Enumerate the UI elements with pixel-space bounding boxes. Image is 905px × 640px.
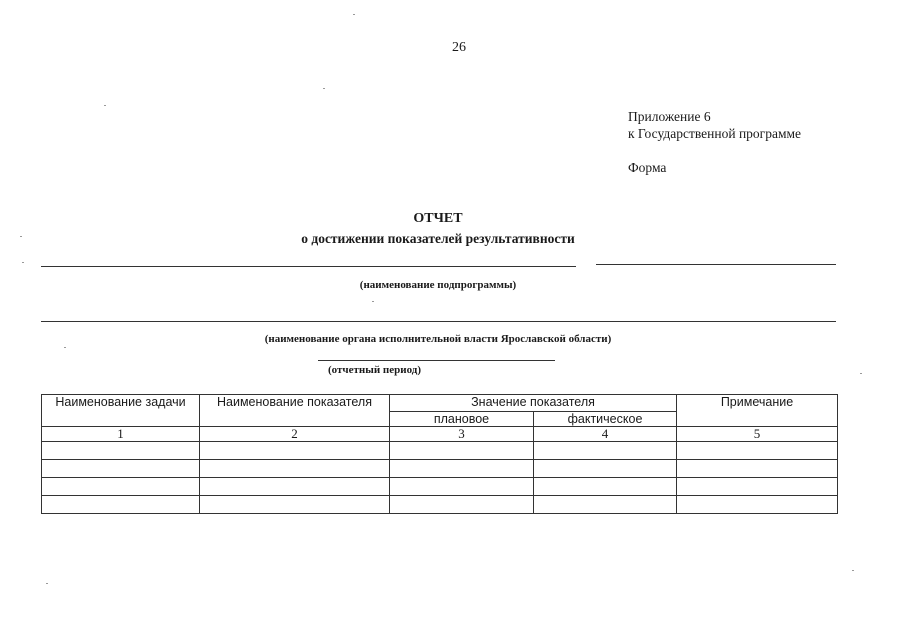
- table-cell: [200, 478, 390, 496]
- appendix-line-1: Приложение 6: [628, 109, 711, 124]
- header-task: Наименование задачи: [42, 395, 200, 427]
- period-fill-line: [318, 360, 555, 361]
- table-cell: [200, 442, 390, 460]
- form-label: Форма: [628, 160, 667, 175]
- table-cell: [534, 478, 677, 496]
- scan-speck: [104, 105, 106, 106]
- authority-caption: (наименование органа исполнительной власти Ярославской области): [264, 333, 612, 345]
- table-cell: [200, 460, 390, 478]
- table-row: [42, 496, 838, 514]
- scan-speck: [22, 262, 24, 263]
- column-number: 5: [677, 427, 838, 442]
- table-cell: [390, 460, 534, 478]
- table-header-row: [42, 395, 838, 412]
- table-cell: [534, 442, 677, 460]
- table-row: [42, 460, 838, 478]
- scan-speck: [20, 236, 22, 237]
- scan-speck: [64, 347, 66, 348]
- page-number: 26: [452, 40, 466, 55]
- table-cell: [677, 478, 838, 496]
- table-cell: [390, 478, 534, 496]
- appendix-block: [628, 108, 801, 142]
- table-cell: [200, 496, 390, 514]
- table-cell: [42, 442, 200, 460]
- column-number: 2: [200, 427, 390, 442]
- scan-speck: [46, 583, 48, 584]
- column-number-row: [42, 427, 838, 442]
- scan-speck: [860, 373, 862, 374]
- subprogram-fill-line-left: [41, 266, 576, 267]
- table-cell: [534, 460, 677, 478]
- table-cell: [42, 496, 200, 514]
- header-value: Значение показателя: [390, 395, 677, 412]
- header-planned: плановое: [390, 412, 534, 427]
- table-cell: [390, 442, 534, 460]
- appendix-line-2: к Государственной программе: [628, 126, 802, 141]
- document-title: ОТЧЕТ: [413, 211, 463, 226]
- header-actual: фактическое: [534, 412, 677, 427]
- table-cell: [42, 478, 200, 496]
- scan-speck: [372, 301, 374, 302]
- table-cell: [390, 496, 534, 514]
- table-cell: [677, 496, 838, 514]
- subprogram-fill-line-right: [596, 264, 836, 265]
- scan-speck: [852, 570, 854, 571]
- subprogram-caption: (наименование подпрограммы): [359, 279, 517, 291]
- table-row: [42, 478, 838, 496]
- authority-fill-line: [41, 321, 836, 322]
- report-table: [41, 394, 838, 514]
- period-caption: (отчетный период): [328, 364, 422, 376]
- scan-speck: [323, 88, 325, 89]
- document-subtitle: о достижении показателей результативности: [301, 231, 575, 246]
- column-number: 1: [42, 427, 200, 442]
- column-number: 3: [390, 427, 534, 442]
- table-cell: [677, 460, 838, 478]
- scan-speck: [353, 14, 355, 15]
- header-note: Примечание: [677, 395, 838, 427]
- column-number: 4: [534, 427, 677, 442]
- table-cell: [677, 442, 838, 460]
- table-row: [42, 442, 838, 460]
- header-indicator: Наименование показателя: [200, 395, 390, 427]
- table-cell: [534, 496, 677, 514]
- table-cell: [42, 460, 200, 478]
